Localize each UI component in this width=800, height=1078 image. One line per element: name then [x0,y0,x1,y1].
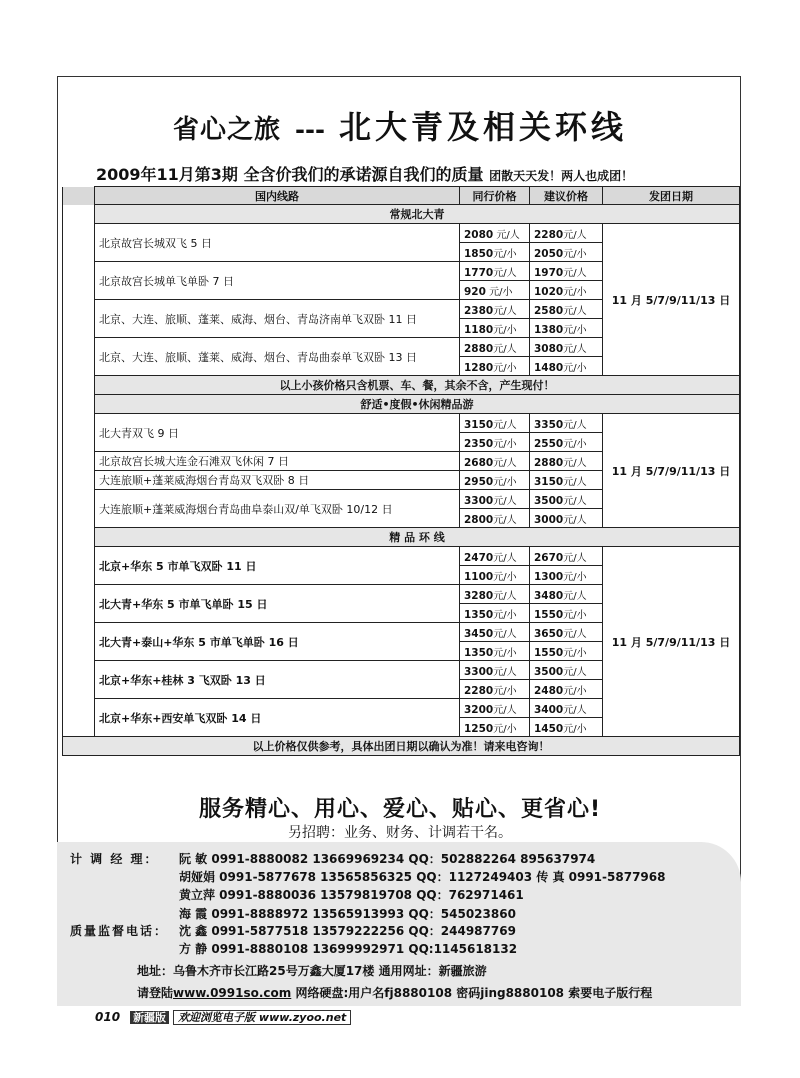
category-row [63,395,740,414]
note-row [63,376,740,395]
price-cell [460,300,530,319]
table-row [63,547,740,566]
price-unit: 元/小 [485,286,513,298]
category-title: 常规北大青 [95,205,740,224]
price-cell [460,490,530,509]
price-value: 3500 [534,665,564,678]
gutter-cell [63,718,95,737]
price-cell [530,661,603,680]
price-cell [530,319,603,338]
price-unit: 元/小 [563,647,587,659]
contact-row: 海 霞 0991-8888972 13565913993 QQ：545023860 [179,907,516,921]
price-unit: 元/人 [563,305,587,317]
contact-row: 方 静 0991-8880108 13699992971 QQ:1145618132 [179,942,518,956]
gutter-cell [63,281,95,300]
price-value: 1300 [534,570,564,583]
price-value: 3200 [464,703,494,716]
category-row [63,528,740,547]
departure-dates: 11 月 5/7/9/11/13 日 [603,547,740,737]
final-note-row [63,737,740,756]
price-value: 3650 [534,627,564,640]
price-cell [460,262,530,281]
price-cell [460,414,530,433]
price-unit: 元/小 [493,438,517,450]
price-unit: 元/人 [493,305,517,317]
price-value: 1770 [464,266,494,279]
price-value: 2880 [464,342,494,355]
price-unit: 元/人 [563,343,587,355]
price-unit: 元/人 [493,229,520,241]
route-name: 北京、大连、旅顺、蓬莱、威海、烟台、青岛曲泰单飞双卧 13 日 [95,338,460,376]
price-unit: 元/人 [563,666,587,678]
price-value: 1020 [534,285,564,298]
price-unit: 元/人 [493,628,517,640]
page-title [0,102,800,148]
gutter-cell [63,205,95,224]
price-unit: 元/小 [493,685,517,697]
gutter-cell [63,680,95,699]
address-line: 地址：乌鲁木齐市长江路25号万鑫大厦17楼 通用网址：新疆旅游 [137,964,487,978]
price-unit: 元/人 [563,590,587,602]
price-cell [530,566,603,585]
gutter-cell [63,566,95,585]
gutter-cell [63,642,95,661]
price-unit: 元/人 [493,590,517,602]
price-cell [530,433,603,452]
price-value: 2480 [534,684,564,697]
price-cell [460,566,530,585]
price-cell [530,224,603,243]
main-title: 北大青及相关环线 [338,108,627,146]
contact-row: 黄立萍 0991-8880036 13579819708 QQ：762971461 [179,888,524,902]
price-value: 2470 [464,551,494,564]
price-cell [530,680,603,699]
contact-row: 胡娅娟 0991-5877678 13565856325 QQ：1127249403 传 真 0991-5877968 [179,870,666,884]
gutter-cell [63,243,95,262]
price-cell [530,547,603,566]
price-value: 1380 [534,323,564,336]
gutter-cell [63,319,95,338]
price-value: 3150 [464,418,494,431]
price-unit: 元/小 [563,286,587,298]
route-name: 北京故宫长城大连金石滩双飞休闲 7 日 [95,452,460,471]
price-value: 2880 [534,456,564,469]
final-note: 以上价格仅供参考，具体出团日期以确认为准！请来电咨询！ [63,737,740,756]
price-cell [460,699,530,718]
recruitment-note: 另招聘：业务、财务、计调若干名。 [288,825,512,841]
brand-name: 省心之旅 [173,115,282,145]
price-cell [460,623,530,642]
column-header: 发团日期 [603,187,740,205]
price-cell [460,338,530,357]
price-value: 1250 [464,722,494,735]
price-cell [530,699,603,718]
price-unit: 元/人 [493,704,517,716]
gutter-cell [63,395,95,414]
price-cell [530,262,603,281]
route-name: 北京、大连、旅顺、蓬莱、威海、烟台、青岛济南单飞双卧 11 日 [95,300,460,338]
price-cell [460,471,530,490]
price-cell [460,433,530,452]
gutter-cell [63,338,95,357]
price-unit: 元/小 [563,609,587,621]
price-cell [530,281,603,300]
price-unit: 元/小 [563,438,587,450]
gutter-cell [63,547,95,566]
table-header-row [63,187,740,205]
price-unit: 元/人 [563,457,587,469]
gutter-cell [63,224,95,243]
column-header: 同行价格 [460,187,530,205]
price-cell [530,490,603,509]
route-name: 北京故宫长城单飞单卧 7 日 [95,262,460,300]
gutter-cell [63,661,95,680]
price-value: 2280 [464,684,494,697]
subtitle-tail: 团散天天发！两人也成团！ [489,169,634,183]
price-cell [460,319,530,338]
price-cell [460,661,530,680]
route-name: 北大青双飞 9 日 [95,414,460,452]
gutter-cell [63,623,95,642]
gutter-cell [63,414,95,433]
price-unit: 元/小 [563,362,587,374]
column-header: 建议价格 [530,187,603,205]
login-prefix: 请登陆 [137,986,174,1000]
route-name: 北京+华东+西安单飞双卧 14 日 [95,699,460,737]
gutter-cell [63,452,95,471]
column-header: 国内线路 [95,187,460,205]
price-unit: 元/小 [563,324,587,336]
price-cell [530,357,603,376]
table-row [63,414,740,433]
price-value: 2800 [464,513,494,526]
price-unit: 元/小 [493,362,517,374]
price-unit: 元/小 [563,685,587,697]
price-value: 1100 [464,570,494,583]
price-cell [530,338,603,357]
price-value: 2080 [464,228,494,241]
price-cell [530,414,603,433]
price-cell [530,243,603,262]
gutter-cell [63,187,95,205]
footer-url[interactable]: www.zyoo.net [258,1011,347,1024]
price-cell [460,680,530,699]
price-unit: 元/小 [493,476,517,488]
price-unit: 元/小 [493,723,517,735]
price-value: 2350 [464,437,494,450]
price-cell [460,509,530,528]
price-unit: 元/人 [493,666,517,678]
login-line [137,984,652,1001]
planner-label: 计 调 经 理： [70,852,159,866]
price-value: 3300 [464,494,494,507]
price-value: 2550 [534,437,564,450]
service-slogan: 服务精心、用心、爱心、贴心、更省心! [198,797,602,822]
gutter-cell [63,509,95,528]
price-unit: 元/小 [493,324,517,336]
price-cell [530,604,603,623]
gutter-cell [63,604,95,623]
price-value: 2580 [534,304,564,317]
price-value: 2670 [534,551,564,564]
price-cell [530,642,603,661]
price-value: 1850 [464,247,494,260]
price-value: 3000 [534,513,564,526]
route-name: 北京+华东 5 市单飞双卧 11 日 [95,547,460,585]
price-value: 2380 [464,304,494,317]
price-cell [460,357,530,376]
route-name: 大连旅顺+蓬莱威海烟台青岛曲阜泰山双/单飞双卧 10/12 日 [95,490,460,528]
price-cell [460,452,530,471]
title-dash: --- [295,116,325,144]
price-cell [530,471,603,490]
price-unit: 元/小 [563,571,587,583]
page-number: 010 [95,1010,121,1024]
price-unit: 元/人 [493,457,517,469]
gutter-cell [63,699,95,718]
price-unit: 元/人 [563,628,587,640]
price-unit: 元/人 [563,229,587,241]
price-unit: 元/人 [563,419,587,431]
price-cell [460,585,530,604]
price-unit: 元/小 [493,571,517,583]
page-footer [95,1009,351,1025]
price-value: 920 [464,285,486,298]
price-cell [460,281,530,300]
price-cell [460,243,530,262]
gutter-cell [63,490,95,509]
footer-banner [173,1010,351,1025]
quality-label: 质量监督电话： [70,924,169,938]
price-value: 1970 [534,266,564,279]
table-row [63,224,740,243]
contact-row: 阮 敏 0991-8880082 13669969234 QQ：502882264 895637974 [179,852,596,866]
gutter-cell [63,376,95,395]
price-unit: 元/人 [493,343,517,355]
price-unit: 元/人 [493,419,517,431]
edition-tag: 新疆版 [130,1011,169,1024]
website-link[interactable]: www.0991so.com [173,986,292,1000]
subtitle-main: 2009年11月第3期 全含价我们的承诺源自我们的质量 [96,165,484,184]
gutter-cell [63,585,95,604]
route-name: 大连旅顺+蓬莱威海烟台青岛双飞双卧 8 日 [95,471,460,490]
price-cell [460,604,530,623]
price-unit: 元/小 [493,609,517,621]
price-unit: 元/人 [493,495,517,507]
price-table [62,186,740,756]
price-value: 1180 [464,323,494,336]
price-unit: 元/小 [563,723,587,735]
price-unit: 元/人 [563,552,587,564]
category-title: 舒适•度假•休闲精品游 [95,395,740,414]
route-name: 北京故宫长城双飞 5 日 [95,224,460,262]
gutter-cell [63,528,95,547]
price-value: 3500 [534,494,564,507]
price-value: 2050 [534,247,564,260]
price-value: 2950 [464,475,494,488]
footer-text: 欢迎浏览电子版 [178,1011,256,1024]
departure-dates: 11 月 5/7/9/11/13 日 [603,224,740,376]
price-unit: 元/人 [563,267,587,279]
price-value: 3300 [464,665,494,678]
gutter-cell [63,262,95,281]
price-value: 1480 [534,361,564,374]
price-unit: 元/人 [493,552,517,564]
price-value: 3150 [534,475,564,488]
price-unit: 元/小 [563,248,587,260]
price-unit: 元/人 [563,704,587,716]
price-value: 1280 [464,361,494,374]
price-value: 1350 [464,608,494,621]
price-cell [530,452,603,471]
price-value: 2280 [534,228,564,241]
table-note: 以上小孩价格只含机票、车、餐，其余不含，产生现付！ [95,376,740,395]
price-value: 3350 [534,418,564,431]
price-unit: 元/人 [493,267,517,279]
contact-row: 沈 鑫 0991-5877518 13579222256 QQ：244987769 [179,924,516,938]
category-row [63,205,740,224]
price-value: 2680 [464,456,494,469]
gutter-cell [63,300,95,319]
price-value: 1550 [534,646,564,659]
gutter-cell [63,471,95,490]
price-cell [460,718,530,737]
gutter-cell [63,357,95,376]
price-value: 3280 [464,589,494,602]
price-value: 1350 [464,646,494,659]
price-cell [530,509,603,528]
route-name: 北大青+华东 5 市单飞单卧 15 日 [95,585,460,623]
price-value: 3080 [534,342,564,355]
price-unit: 元/人 [493,514,517,526]
price-cell [530,623,603,642]
price-value: 1550 [534,608,564,621]
price-cell [460,547,530,566]
route-name: 北大青+泰山+华东 5 市单飞单卧 16 日 [95,623,460,661]
price-unit: 元/人 [563,495,587,507]
route-name: 北京+华东+桂林 3 飞双卧 13 日 [95,661,460,699]
category-title: 精 品 环 线 [95,528,740,547]
price-unit: 元/人 [563,514,587,526]
gutter-cell [63,433,95,452]
price-cell [460,642,530,661]
price-unit: 元/小 [493,248,517,260]
price-value: 3480 [534,589,564,602]
issue-subtitle [96,162,742,185]
price-cell [460,224,530,243]
price-cell [530,585,603,604]
price-cell [530,300,603,319]
price-value: 3450 [464,627,494,640]
price-value: 1450 [534,722,564,735]
departure-dates: 11 月 5/7/9/11/13 日 [603,414,740,528]
price-cell [530,718,603,737]
login-suffix: 网络硬盘:用户名fj8880108 密码jing8880108 索要电子版行程 [291,986,653,1000]
price-unit: 元/人 [563,476,587,488]
price-unit: 元/小 [493,647,517,659]
price-value: 3400 [534,703,564,716]
